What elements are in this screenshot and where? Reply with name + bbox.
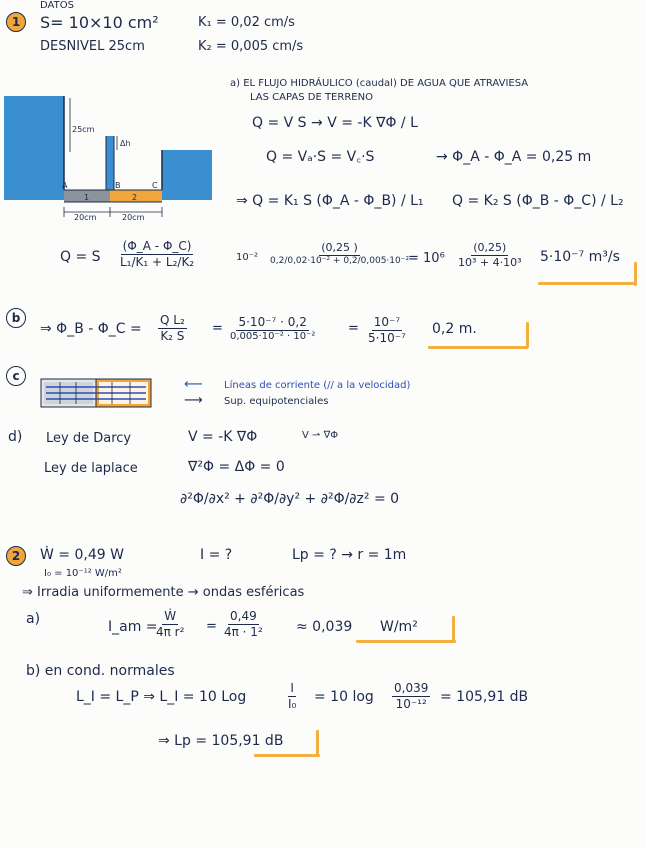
intensity-underline	[356, 640, 456, 643]
eq-sign-b1: =	[212, 321, 223, 336]
lp-equation: L_I = L_P ⇒ L_I = 10 Log	[76, 689, 247, 705]
p2-frac1	[154, 610, 186, 638]
point-b: B	[115, 181, 121, 190]
point-a: A	[62, 181, 68, 190]
dim-20cm-a: 20cm	[74, 213, 97, 222]
part-b-frac1-den: K₂ S	[160, 328, 185, 343]
lp-question: Lp = ? → r = 1m	[292, 547, 407, 563]
problem-2-number: 2	[6, 546, 26, 566]
big-q-prefix: 10⁻²	[236, 252, 259, 263]
big-q-mid-frac	[268, 242, 411, 266]
part-b-mark	[526, 322, 529, 348]
p2-part-a: a)	[26, 611, 41, 627]
layer-1-label: 1	[84, 193, 90, 202]
intensity-result: ≈ 0,039	[296, 619, 353, 635]
layer-2-label: 2	[132, 193, 138, 202]
part-a-line1: a) EL FLUJO HIDRÁULICO (caudal) DE AGUA QUE ATRAVIESA	[230, 78, 529, 89]
p2-frac2-den: 4π · 1²	[224, 624, 263, 639]
big-q-mid-den: 0,2/0,02·10⁻² + 0,2/0,005·10⁻²	[270, 255, 410, 266]
part-b-frac1	[158, 314, 187, 342]
part-b-underline	[428, 346, 528, 349]
problem-1-number: 1	[6, 12, 26, 32]
i0-data: I₀ = 10⁻¹² W/m²	[44, 568, 122, 579]
part-a-line2: LAS CAPAS DE TERRENO	[250, 92, 373, 103]
lp-final: ⇒ Lp = 105,91 dB	[158, 733, 284, 749]
darcy-eq: V = -K ∇Φ	[188, 429, 258, 445]
part-c-letter: c	[6, 366, 26, 386]
big-q-rhs-frac	[456, 242, 524, 268]
eq-sign-b2: =	[348, 321, 359, 336]
lp-final-mark	[316, 730, 319, 756]
middle-tube-water	[106, 136, 114, 190]
part-b-frac3-den: 5·10⁻⁷	[368, 330, 406, 345]
arrow-equipotential: ⟶	[184, 393, 203, 408]
eq-sign-2a: =	[206, 619, 217, 634]
part-b-frac3	[366, 316, 408, 344]
eq-q-k2: Q = K₂ S (Φ_B - Φ_C) / L₂	[452, 193, 624, 209]
p2-frac2-num: 0,49	[230, 609, 257, 623]
right-tank-water	[162, 150, 212, 200]
lp-result: = 105,91 dB	[440, 689, 529, 705]
flow-net-sketch	[40, 378, 152, 408]
permeameter-diagram	[2, 92, 214, 222]
darcy-label: Ley de Darcy	[46, 431, 132, 446]
part-b-frac2	[228, 316, 317, 342]
datos-label: DATOS	[40, 0, 74, 11]
left-tank-water	[4, 96, 64, 200]
eq-q-vas: Q = Vₐ·S = V꜀·S	[266, 149, 375, 165]
part-b-letter: b	[6, 308, 26, 328]
intensity-mark	[452, 616, 455, 642]
part-b-result: 0,2 m.	[432, 321, 477, 337]
darcy-side-note: V ⇀ ∇Φ	[302, 430, 339, 441]
intensity-question: I = ?	[200, 547, 233, 563]
lp-mid: = 10 log	[314, 689, 374, 705]
p2-frac1-den: 4π r²	[156, 624, 185, 639]
lp-frac1-num: I	[290, 681, 294, 695]
power-data: Ẇ = 0,49 W	[40, 547, 124, 563]
big-q-mid-num: (0,25 )	[321, 241, 358, 254]
eq-phi-diff: → Φ_A - Φ_A = 0,25 m	[436, 149, 592, 165]
part-d-letter: d)	[8, 429, 23, 445]
part-b-frac2-num: 5·10⁻⁷ · 0,2	[238, 315, 307, 329]
area-data: S= 10×10 cm²	[40, 13, 159, 32]
part-b-frac3-num: 10⁻⁷	[373, 315, 401, 329]
dim-20cm-b: 20cm	[122, 213, 145, 222]
big-q-frac	[118, 240, 196, 268]
lp-frac1-den: I₀	[288, 696, 297, 711]
big-q-den: L₁/K₁ + L₂/K₂	[120, 254, 195, 269]
eq-q-vs: Q = V S → V = -K ∇Φ / L	[252, 115, 418, 131]
q-result: 5·10⁻⁷ m³/s	[540, 249, 620, 265]
q-result-underline	[538, 282, 636, 285]
dim-delta-h: Δh	[120, 139, 131, 148]
p2-frac1-num: Ẇ	[164, 609, 177, 623]
big-q-num: (Φ_A - Φ_C)	[122, 239, 192, 253]
lp-frac2-num: 0,039	[394, 681, 429, 695]
part-b-frac1-num: Q L₂	[160, 313, 185, 327]
lp-frac2	[392, 682, 430, 710]
lp-final-underline	[254, 754, 320, 757]
desnivel-data: DESNIVEL 25cm	[40, 39, 145, 54]
big-q-rhs-num: (0,25)	[473, 241, 507, 254]
laplace-eq1: ∇²Φ = ΔΦ = 0	[188, 459, 285, 475]
laplace-eq2: ∂²Φ/∂x² + ∂²Φ/∂y² + ∂²Φ/∂z² = 0	[180, 491, 400, 507]
legend-equipotentials: Sup. equipotenciales	[224, 396, 329, 407]
k2-data: K₂ = 0,005 cm/s	[198, 39, 304, 54]
eq-q-k1: ⇒ Q = K₁ S (Φ_A - Φ_B) / L₁	[236, 193, 424, 209]
lp-frac1	[286, 682, 298, 710]
lp-frac2-den: 10⁻¹²	[395, 696, 427, 711]
p2-frac2	[222, 610, 265, 638]
part-b-frac2-den: 0,005·10⁻² · 10⁻²	[230, 330, 316, 342]
legend-streamlines: Líneas de corriente (// a la velocidad)	[224, 380, 411, 391]
dim-25cm: 25cm	[72, 125, 95, 134]
q-result-mark	[634, 262, 637, 286]
laplace-label: Ley de laplace	[44, 461, 138, 476]
p2-part-b: b) en cond. normales	[26, 663, 175, 679]
big-q-lhs: Q = S	[60, 249, 101, 265]
big-q-rhs-pre: = 10⁶	[408, 251, 445, 266]
k1-data: K₁ = 0,02 cm/s	[198, 15, 295, 30]
part-b-lhs: ⇒ Φ_B - Φ_C =	[40, 321, 142, 337]
point-c: C	[152, 181, 158, 190]
i-am-label: I_am =	[108, 619, 158, 635]
arrow-streamline: ⟵	[184, 377, 203, 392]
big-q-rhs-den: 10³ + 4·10³	[458, 255, 522, 269]
irradia-line: ⇒ Irradia uniformemente → ondas esféricas	[22, 585, 305, 600]
intensity-unit: W/m²	[380, 619, 418, 635]
